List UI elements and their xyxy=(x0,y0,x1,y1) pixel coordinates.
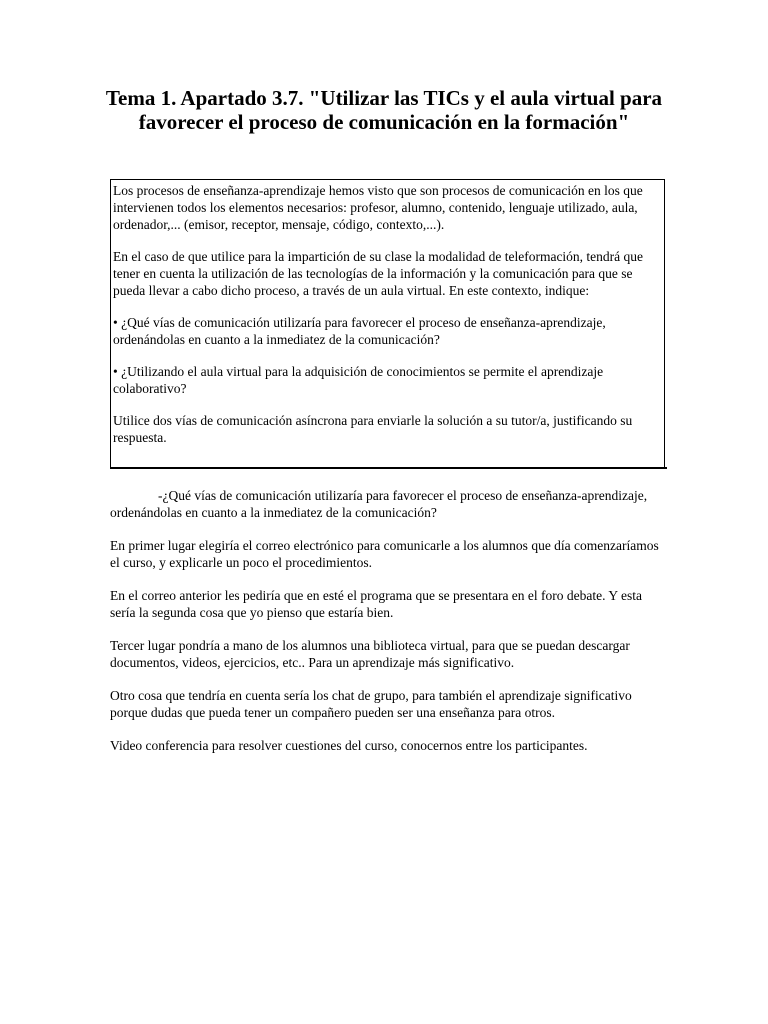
answer-paragraph: Video conferencia para resolver cuestiones del curso, conocernos entre los participantes. xyxy=(110,738,588,753)
task-instruction: Utilice dos vías de comunicación asíncrona para enviarle la solución a su tutor/a, justificando su respuesta. xyxy=(113,413,633,445)
task-question: • ¿Utilizando el aula virtual para la adquisición de conocimientos se permite el aprendizaje colaborativo? xyxy=(113,364,604,396)
box-bottom-rule xyxy=(110,467,667,469)
answer-question: -¿Qué vías de comunicación utilizaría para favorecer el proceso de enseñanza-aprendizaje, ordenándolas en cuanto a la inmediatez de la comunicación? xyxy=(110,488,648,520)
answer-paragraph: Tercer lugar pondría a mano de los alumnos una biblioteca virtual, para que se puedan descargar documentos, videos, ejercicios, etc.. Para un aprendizaje más significativo. xyxy=(110,638,630,670)
task-paragraph: Los procesos de enseñanza-aprendizaje hemos visto que son procesos de comunicación en los que intervienen todos los elementos necesarios: profesor, alumno, contenido, lenguaje utilizado, aula, ordenador,... (emisor, receptor, mensaje, código, contexto,...). xyxy=(113,183,643,232)
answer-paragraph: En primer lugar elegiría el correo electrónico para comunicarle a los alumnos que día comenzaríamos el curso, y explicarle un poco el procedimientos. xyxy=(110,538,659,570)
page-title: Tema 1. Apartado 3.7. "Utilizar las TICs y el aula virtual para favorecer el proceso de comunicación en la formación" xyxy=(105,86,663,134)
answer-paragraph: Otro cosa que tendría en cuenta sería los chat de grupo, para también el aprendizaje significativo porque dudas que pueda tener un compañero pueden ser una enseñanza para otros. xyxy=(110,688,632,720)
task-question: • ¿Qué vías de comunicación utilizaría para favorecer el proceso de enseñanza-aprendizaje, ordenándolas en cuanto a la inmediatez de la comunicación? xyxy=(113,315,606,347)
task-statement-box xyxy=(110,179,665,468)
answer-paragraph: En el correo anterior les pediría que en esté el programa que se presentara en el foro debate. Y esta sería la segunda cosa que yo pienso que estaría bien. xyxy=(110,588,642,620)
task-paragraph: En el caso de que utilice para la impartición de su clase la modalidad de teleformación, tendrá que tener en cuenta la utilización de las tecnologías de la información y la comunicación para que se pueda llevar a cabo dicho proceso, a través de un aula virtual. En este contexto, indique: xyxy=(113,249,644,298)
answer-section xyxy=(110,487,670,770)
